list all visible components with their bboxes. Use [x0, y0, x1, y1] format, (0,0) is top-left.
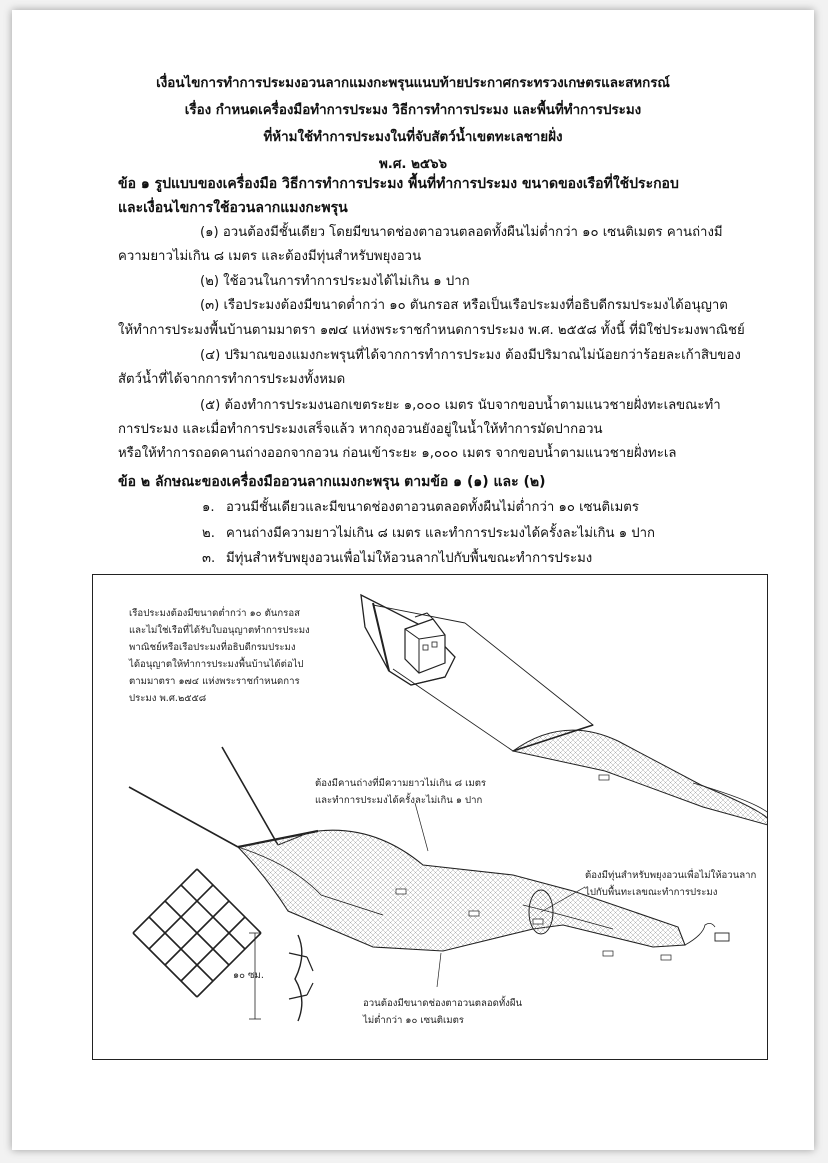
mesh-size-label: ๑๐ ซม. — [233, 970, 264, 981]
title-year: พ.ศ. ๒๕๖๖ — [378, 157, 448, 172]
boat-note-line: ประมง พ.ศ.๒๕๕๘ — [129, 693, 207, 704]
section-1-heading: ข้อ ๑ รูปแบบของเครื่องมือ วิธีการทำการประมง พื้นที่ทำการประมง ขนาดของเรือที่ใช้ประกอบ — [118, 176, 679, 192]
float-note-line: ต้องมีทุ่นสำหรับพยุงอวนเพื่อไม่ให้อวนลาก — [585, 870, 757, 881]
clause-5-line-2: การประมง และเมื่อทำการประมงเสร็จแล้ว หากถุงอวนยังอยู่ในน้ำให้ทำการมัดปากอวน — [118, 422, 603, 437]
beam-note-line: และทำการประมงได้ครั้งละไม่เกิน ๑ ปาก — [315, 795, 483, 806]
mesh-note-line: อวนต้องมีขนาดช่องตาอวนตลอดทั้งผืน — [363, 998, 523, 1009]
clause-1-line-1: (๑) อวนต้องมีชั้นเดียว โดยมีขนาดช่องตาอวนตลอดทั้งผืนไม่ต่ำกว่า ๑๐ เซนติเมตร คานถ่างมี — [200, 225, 723, 240]
float-note-line: ไปกับพื้นทะเลขณะทำการประมง — [585, 887, 718, 898]
clause-4-line-2: สัตว์น้ำที่ได้จากการทำการประมงทั้งหมด — [118, 372, 346, 387]
item-3-number: ๓. — [202, 551, 216, 566]
boat-note-line: และไม่ใช่เรือที่ได้รับใบอนุญาตทำการประมง — [129, 625, 310, 636]
section-2-heading: ข้อ ๒ ลักษณะของเครื่องมืออวนลากแมงกะพรุน ตามข้อ ๑ (๑) และ (๒) — [118, 474, 546, 490]
item-1-text: อวนมีชั้นเดียวและมีขนาดช่องตาอวนตลอดทั้งผืนไม่ต่ำกว่า ๑๐ เซนติเมตร — [226, 500, 639, 515]
clause-5-line-1: (๕) ต้องทำการประมงนอกเขตระยะ ๑,๐๐๐ เมตร นับจากขอบน้ำตามแนวชายฝั่งทะเลขณะทำ — [200, 398, 721, 413]
boat-note-line: ตามมาตรา ๑๗๔ แห่งพระราชกำหนดการ — [129, 676, 300, 687]
item-3-text: มีทุ่นสำหรับพยุงอวนเพื่อไม่ให้อวนลากไปกับพื้นขณะทำการประมง — [226, 551, 593, 566]
beam-annotation — [315, 775, 486, 809]
document-page — [12, 10, 814, 1150]
trawl-net-illustration — [92, 574, 768, 1060]
section-1-heading-cont: และเงื่อนไขการใช้อวนลากแมงกะพรุน — [118, 200, 348, 216]
mesh-note-line: ไม่ต่ำกว่า ๑๐ เซนติเมตร — [363, 1015, 464, 1026]
boat-note-line: พาณิชย์หรือเรือประมงที่อธิบดีกรมประมง — [129, 642, 296, 653]
title-line-2: เรื่อง กำหนดเครื่องมือทำการประมง วิธีการทำการประมง และพื้นที่ทำการประมง — [184, 103, 642, 118]
beam-note-line: ต้องมีคานถ่างที่มีความยาวไม่เกิน ๘ เมตร — [315, 778, 487, 789]
clause-4-line-1: (๔) ปริมาณของแมงกะพรุนที่ได้จากการทำการประมง ต้องมีปริมาณไม่น้อยกว่าร้อยละเก้าสิบของ — [200, 348, 741, 363]
clause-1-line-2: ความยาวไม่เกิน ๘ เมตร และต้องมีทุ่นสำหรับพยุงอวน — [118, 249, 422, 264]
mesh-annotation — [363, 995, 522, 1029]
boat-note-line: เรือประมงต้องมีขนาดต่ำกว่า ๑๐ ตันกรอส — [129, 608, 300, 619]
document-title — [12, 70, 814, 178]
clause-5-line-3: หรือให้ทำการถอดคานถ่างออกจากอวน ก่อนเข้าระยะ ๑,๐๐๐ เมตร จากขอบน้ำตามแนวชายฝั่งทะเล — [118, 446, 677, 461]
clause-3-line-1: (๓) เรือประมงต้องมีขนาดต่ำกว่า ๑๐ ตันกรอส หรือเป็นเรือประมงที่อธิบดีกรมประมงได้อนุญาต — [200, 298, 728, 313]
tow-warp-lines — [129, 747, 318, 847]
clause-3-line-2: ให้ทำการประมงพื้นบ้านตามมาตรา ๑๗๔ แห่งพระราชกำหนดการประมง พ.ศ. ๒๕๕๘ ทั้งนี้ ที่มิใช่ประมงพาณิชย์ — [118, 323, 745, 338]
title-line-1: เงื่อนไขการทำการประมงอวนลากแมงกะพรุนแนบท้ายประกาศกระทรวงเกษตรและสหกรณ์ — [156, 76, 670, 91]
item-1-number: ๑. — [202, 500, 215, 515]
title-line-3: ที่ห้ามใช้ทำการประมงในที่จับสัตว์น้ำเขตทะเลชายฝั่ง — [263, 130, 563, 145]
item-2-number: ๒. — [202, 526, 215, 541]
item-2-text: คานถ่างมีความยาวไม่เกิน ๘ เมตร และทำการประมงได้ครั้งละไม่เกิน ๑ ปาก — [226, 526, 656, 541]
boat-annotation — [129, 605, 310, 707]
boat-note-line: ได้อนุญาตให้ทำการประมงพื้นบ้านได้ต่อไป — [129, 659, 304, 670]
float-annotation — [585, 867, 756, 901]
clause-2: (๒) ใช้อวนในการทำการประมงได้ไม่เกิน ๑ ปาก — [200, 274, 470, 289]
